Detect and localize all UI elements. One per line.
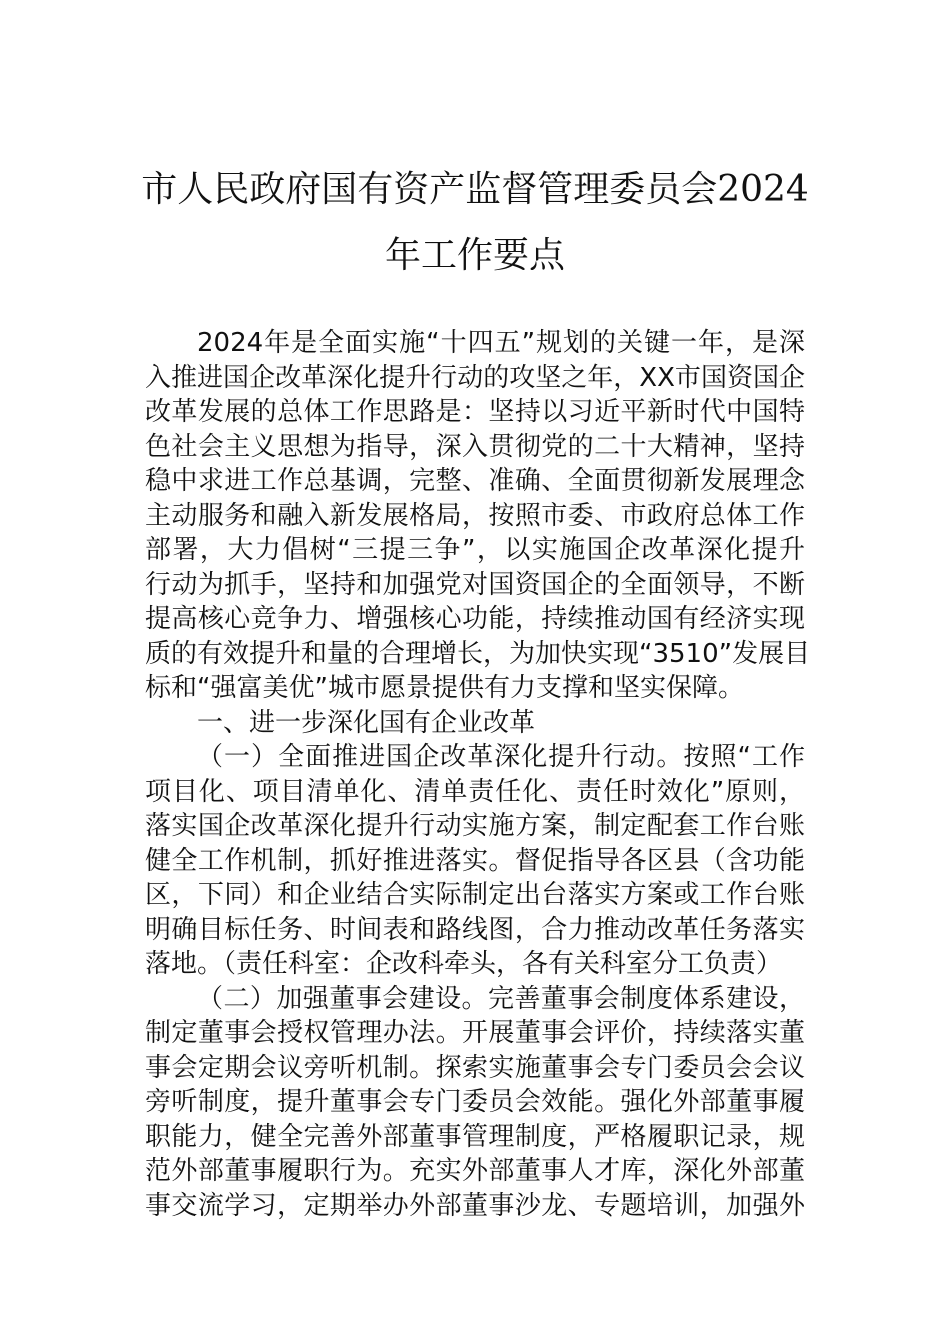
body-line: 明确目标任务、时间表和路线图，合力推动改革任务落实 [145,914,805,945]
body-line: 制定董事会授权管理办法。开展董事会评价，持续落实董 [145,1018,805,1048]
document-title-line-2: 年工作要点 [384,235,565,276]
body-line: 落地。（责任科室：企改科牵头，各有关科室分工负责） [145,949,783,979]
body-line: 旁听制度，提升董事会专门委员会效能。强化外部董事履 [145,1087,805,1117]
section-heading: 一、进一步深化国有企业改革 [197,707,536,738]
body-line: 职能力，健全完善外部董事管理制度，严格履职记录，规 [145,1121,805,1152]
body-line: 部署，大力倡树“三提三争”，以实施国企改革深化提升 [145,535,805,565]
body-line: 事会定期会议旁听机制。探索实施董事会专门委员会会议 [145,1052,805,1083]
body-line: 落实国企改革深化提升行动实施方案，制定配套工作台账 [145,811,805,841]
body-line: 事交流学习，定期举办外部董事沙龙、专题培训，加强外 [145,1190,805,1221]
body-line: （二）加强董事会建设。完善董事会制度体系建设， [197,983,805,1014]
body-line: 改革发展的总体工作思路是：坚持以习近平新时代中国特 [145,397,805,427]
body-line: 范外部董事履职行为。充实外部董事人才库，深化外部董 [145,1156,805,1186]
body-line: 2024年是全面实施“十四五”规划的关键一年，是深 [197,328,805,358]
body-line: 色社会主义思想为指导，深入贯彻党的二十大精神，坚持 [145,431,805,462]
body-line: 健全工作机制，抓好推进落实。督促指导各区县（含功能 [145,845,805,876]
body-line: 主动服务和融入新发展格局，按照市委、市政府总体工作 [145,500,805,531]
body-line: 入推进国企改革深化提升行动的攻坚之年，XX市国资国企 [145,362,805,393]
body-line: 标和“强富美优”城市愿景提供有力支撑和坚实保障。 [145,673,744,703]
body-line: 质的有效提升和量的合理增长，为加快实现“3510”发展目 [145,638,811,669]
body-line: 项目化、项目清单化、清单责任化、责任时效化”原则， [145,776,805,807]
body-line: 行动为抓手，坚持和加强党对国资国企的全面领导，不断 [145,569,805,600]
body-line: 提高核心竞争力、增强核心功能，持续推动国有经济实现 [145,604,805,634]
body-line: （一）全面推进国企改革深化提升行动。按照“工作 [197,742,805,772]
body-line: 稳中求进工作总基调，完整、准确、全面贯彻新发展理念 [145,466,805,496]
document-body [145,326,811,1223]
body-line: 区，下同）和企业结合实际制定出台落实方案或工作台账 [145,880,805,910]
document-title-line-1: 市人民政府国有资产监督管理委员会2024 [141,169,809,210]
